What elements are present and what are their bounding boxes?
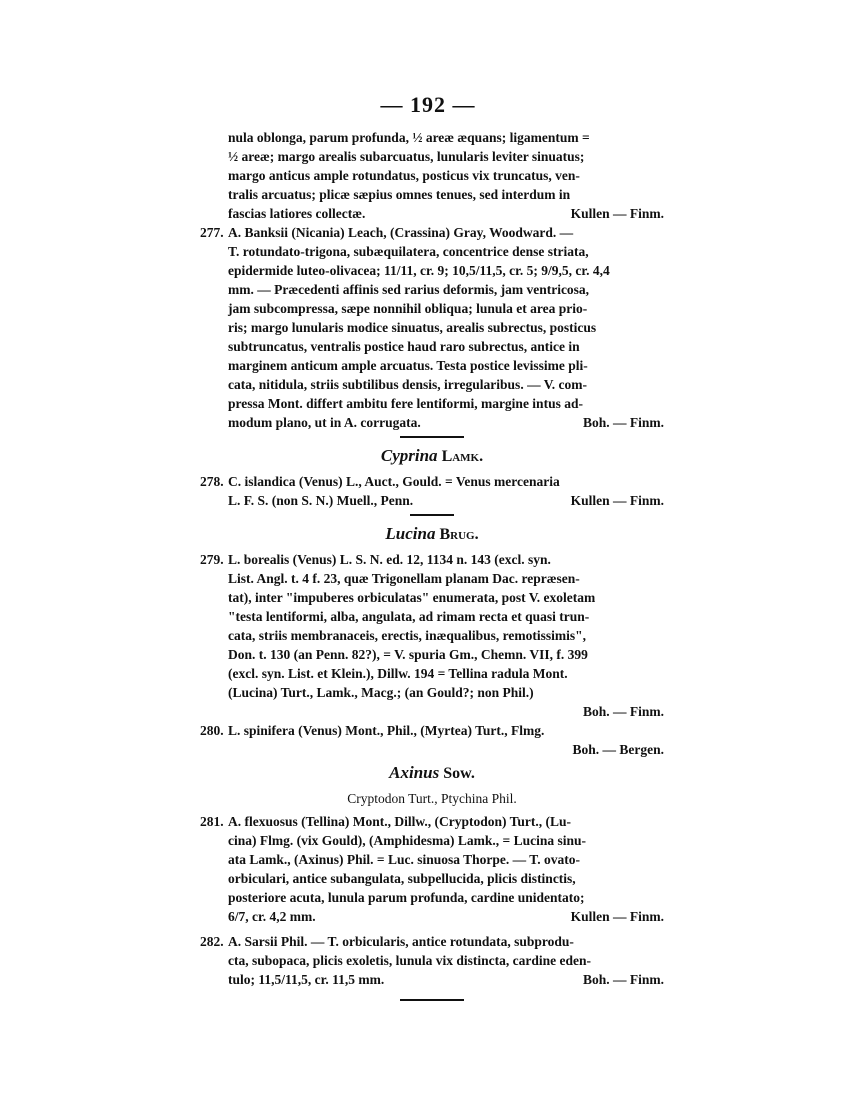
entry-number: 278.	[200, 474, 224, 489]
genus-heading-axinus	[200, 763, 664, 783]
text-fragment: L. F. S. (non S. N.) Muell., Penn.	[228, 493, 414, 508]
entry-title-line: L. borealis (Venus) L. S. N. ed. 12, 1134 n. 143 (excl. syn.	[228, 552, 551, 567]
text-fragment: modum plano, ut in A. corrugata.	[228, 415, 421, 430]
entry-number: 277.	[200, 225, 224, 240]
text-line: ata Lamk., (Axinus) Phil. = Luc. sinuosa Thorpe. — T. ovato-	[228, 852, 581, 867]
text-line: (Lucina) Turt., Lamk., Macg.; (an Gould?; non Phil.)	[228, 685, 534, 700]
genus-synonyms: Cryptodon Turt., Ptychina Phil.	[347, 791, 517, 806]
text-line: ½ areæ; margo arealis subarcuatus, lunularis leviter sinuatus;	[228, 149, 585, 164]
entry-number: 279.	[200, 552, 224, 567]
text-line: ris; margo lunularis modice sinuatus, arealis subrectus, posticus	[228, 320, 597, 335]
entry-title-line: C. islandica (Venus) L., Auct., Gould. = Venus mercenaria	[228, 474, 560, 489]
locality: Boh. — Finm.	[582, 415, 664, 430]
entry-number: 280.	[200, 723, 224, 738]
locality-line	[200, 702, 664, 721]
section-divider	[400, 436, 464, 438]
entry-number: 281.	[200, 814, 224, 829]
genus-name: Lucina	[385, 524, 436, 543]
genus-heading-cyprina	[200, 446, 664, 466]
text-line: cta, subopaca, plicis exoletis, lunula vix distincta, cardine eden-	[228, 953, 592, 968]
locality: Kullen — Finm.	[570, 493, 664, 508]
locality: Boh. — Finm.	[582, 972, 664, 987]
text-fragment: fascias latiores collectæ.	[228, 206, 366, 221]
genus-author: Sow.	[443, 765, 475, 782]
text-line: marginem anticum ample arcuatus. Testa postice levissime pli-	[228, 358, 588, 373]
text-fragment: 6/7, cr. 4,2 mm.	[228, 909, 316, 924]
locality: Boh. — Finm.	[582, 704, 664, 719]
text-line: tralis arcuatus; plicæ sæpius omnes tenues, sed interdum in	[228, 187, 571, 202]
genus-name: Cyprina	[380, 446, 438, 465]
entry-title-line: A. flexuosus (Tellina) Mont., Dillw., (Cryptodon) Turt., (Lu-	[228, 814, 572, 829]
catalogue-text	[200, 128, 664, 1001]
genus-heading-lucina	[200, 524, 664, 544]
text-line	[200, 491, 664, 510]
text-line: (excl. syn. List. et Klein.), Dillw. 194 = Tellina radula Mont.	[228, 666, 568, 681]
section-divider	[410, 514, 454, 516]
text-line: tat), inter "impuberes orbiculatas" enumerata, post V. exoletam	[228, 590, 596, 605]
entry-title-line: A. Sarsii Phil. — T. orbicularis, antice rotundata, subprodu-	[228, 934, 574, 949]
text-line	[200, 204, 664, 223]
text-line: subtruncatus, ventralis postice haud raro subrectus, antice in	[228, 339, 580, 354]
text-line: jam subcompressa, sæpe nonnihil obliqua; lunula et area prio-	[228, 301, 588, 316]
entry-title-line: A. Banksii (Nicania) Leach, (Crassina) Gray, Woodward. —	[228, 225, 574, 240]
genus-name: Axinus	[389, 763, 440, 782]
text-line	[200, 907, 664, 926]
text-line: margo anticus ample rotundatus, posticus vix truncatus, ven-	[228, 168, 580, 183]
entry-number: 282.	[200, 934, 224, 949]
entry-279	[200, 550, 664, 569]
entry-282	[200, 932, 664, 951]
genus-author: Brug.	[439, 526, 479, 543]
text-line: posteriore acuta, lunula parum profunda, cardine unidentato;	[228, 890, 585, 905]
locality-line	[200, 740, 664, 759]
text-line: "testa lentiformi, alba, angulata, ad rimam recta et quasi trun-	[228, 609, 590, 624]
genus-author: Lamk.	[441, 448, 484, 465]
page-number: — 192 —	[380, 92, 476, 117]
text-line	[200, 413, 664, 432]
text-line: T. rotundato-trigona, subæquilatera, concentrice dense striata,	[228, 244, 589, 259]
text-line: cina) Flmg. (vix Gould), (Amphidesma) Lamk., = Lucina sinu-	[228, 833, 586, 848]
text-line: cata, nitidula, striis subtilibus densis, irregularibus. — V. com-	[228, 377, 587, 392]
text-line: nula oblonga, parum profunda, ½ areæ æquans; ligamentum =	[228, 130, 590, 145]
text-line	[200, 970, 664, 989]
entry-280	[200, 721, 664, 740]
text-line: Don. t. 130 (an Penn. 82?), = V. spuria Gm., Chemn. VII, f. 399	[228, 647, 588, 662]
section-divider	[400, 999, 464, 1001]
entry-281	[200, 812, 664, 831]
entry-278	[200, 472, 664, 491]
text-line: epidermide luteo-olivacea; 11/11, cr. 9; 10,5/11,5, cr. 5; 9/9,5, cr. 4,4	[228, 263, 610, 278]
text-fragment: tulo; 11,5/11,5, cr. 11,5 mm.	[228, 972, 385, 987]
text-line: List. Angl. t. 4 f. 23, quæ Trigonellam planam Dac. repræsen-	[228, 571, 580, 586]
text-line: pressa Mont. differt ambitu fere lentiformi, margine intus ad-	[228, 396, 583, 411]
entry-title-line: L. spinifera (Venus) Mont., Phil., (Myrtea) Turt., Flmg.	[228, 723, 545, 738]
locality: Boh. — Bergen.	[572, 742, 664, 757]
locality: Kullen — Finm.	[570, 206, 664, 221]
entry-277	[200, 223, 664, 242]
text-line: mm. — Præcedenti affinis sed rarius deformis, jam ventricosa,	[228, 282, 590, 297]
locality: Kullen — Finm.	[570, 909, 664, 924]
text-line: cata, striis membranaceis, erectis, inæqualibus, remotissimis",	[228, 628, 586, 643]
text-line: orbiculari, antice subangulata, subpellucida, plicis distinctis,	[228, 871, 576, 886]
